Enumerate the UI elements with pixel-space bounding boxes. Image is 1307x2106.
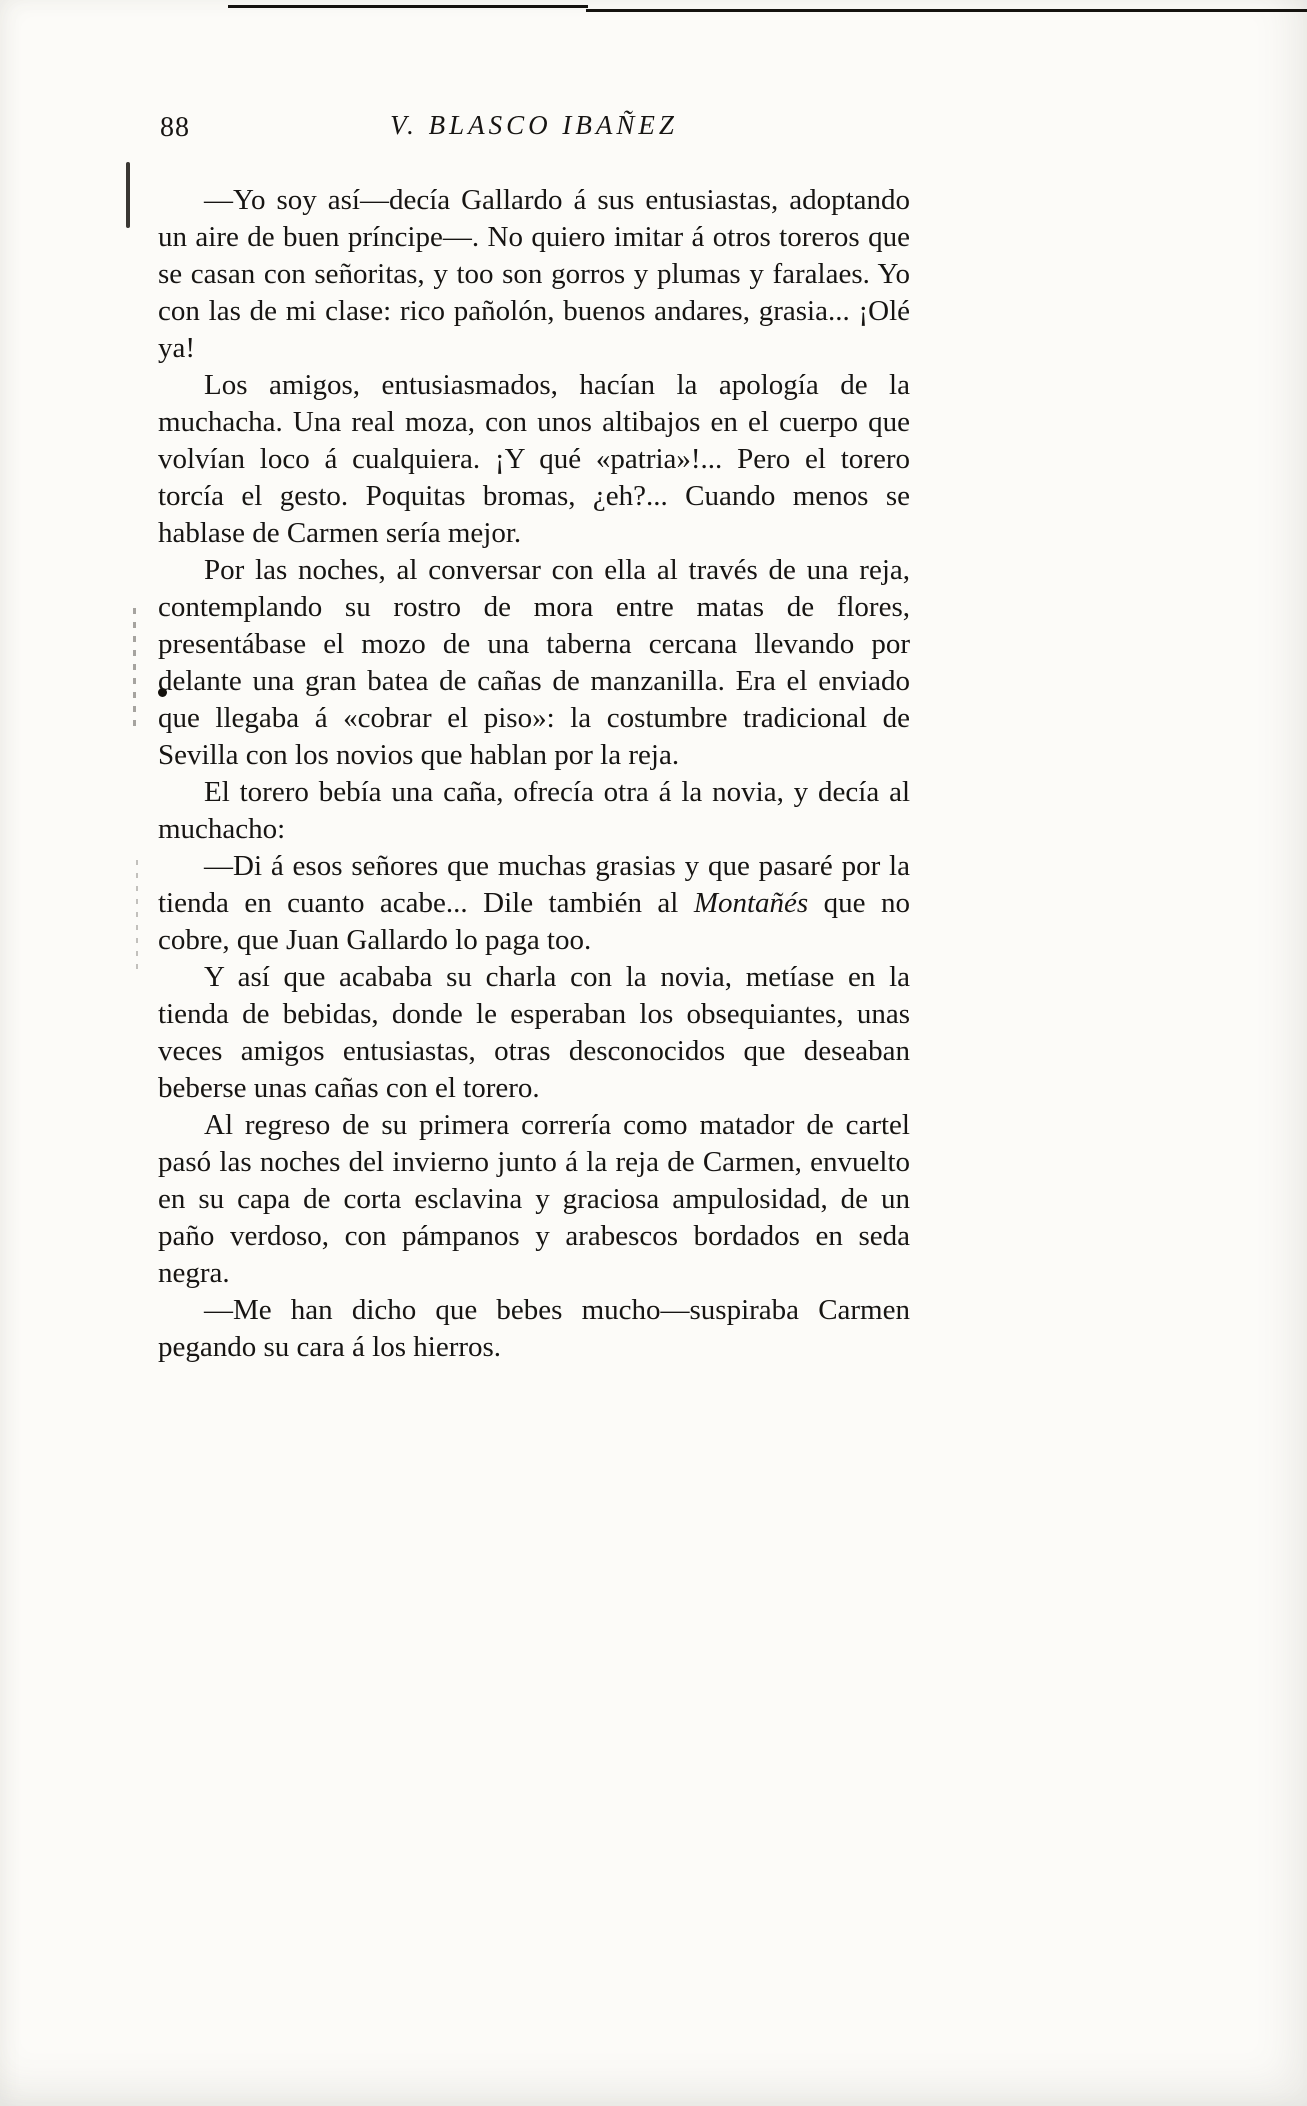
paragraph-8: —Me han dicho que bebes mucho—suspiraba Carmen pegando su cara á los hierros. [158,1294,910,1363]
scan-artifact-left-mark-1 [126,162,130,228]
running-header [158,110,910,150]
italic-word-montanes: Montañés [693,887,809,919]
paragraph-6: Y así que acababa su charla con la novia, metíase en la tienda de bebidas, donde le esperaban los obsequiantes, unas veces amigos entusiastas, otras desconocidos que deseaban beberse unas cañas con el torero. [158,961,910,1104]
page-text-block [158,182,910,1366]
page-number: 88 [160,112,190,143]
paragraph-5-text: —Di á esos señores que muchas grasias y que pasaré por la tienda en cuanto acabe... Dile también al [158,850,910,919]
scan-artifact-top-line-1 [228,5,588,8]
scan-artifact-top-line-2 [586,9,1307,12]
paragraph-3: Por las noches, al conversar con ella al través de una reja, contemplando su rostro de mora entre matas de flores, presentábase el mozo de una taberna cercana llevando por delante una gran batea de cañas de manzanilla. Era el enviado que llegaba á «cobrar el piso»: la costumbre tradicional de Sevilla con los novios que hablan por la reja. [158,554,910,771]
paragraph-7: Al regreso de su primera correría como matador de cartel pasó las noches del invierno junto á la reja de Carmen, envuelto en su capa de corta esclavina y graciosa ampulosidad, de un paño verdoso, con pámpanos y arabescos bordados en seda negra. [158,1109,910,1289]
paragraph-5-text-end: que no cobre, que Juan Gallardo lo paga too. [158,887,910,956]
paragraph-1: —Yo soy así—decía Gallardo á sus entusiastas, adoptando un aire de buen príncipe—. No quiero imitar á otros toreros que se casan con señoritas, y too son gorros y plumas y faralaes. Yo con las de mi clase: rico pañolón, buenos andares, grasia... ¡Olé ya! [158,184,910,364]
paragraph-4: El torero bebía una caña, ofrecía otra á la novia, y decía al muchacho: [158,776,910,845]
running-title: V. BLASCO IBAÑEZ [390,110,678,140]
paragraph-2: Los amigos, entusiasmados, hacían la apología de la muchacha. Una real moza, con unos altibajos en el cuerpo que volvían loco á cualquiera. ¡Y qué «patria»!... Pero el torero torcía el gesto. Poquitas bromas, ¿eh?... Cuando menos se hablase de Carmen sería mejor. [158,369,910,549]
paragraph-5 [158,848,910,959]
scan-artifact-left-mark-3 [136,860,138,970]
scan-artifact-left-mark-2 [133,608,136,728]
